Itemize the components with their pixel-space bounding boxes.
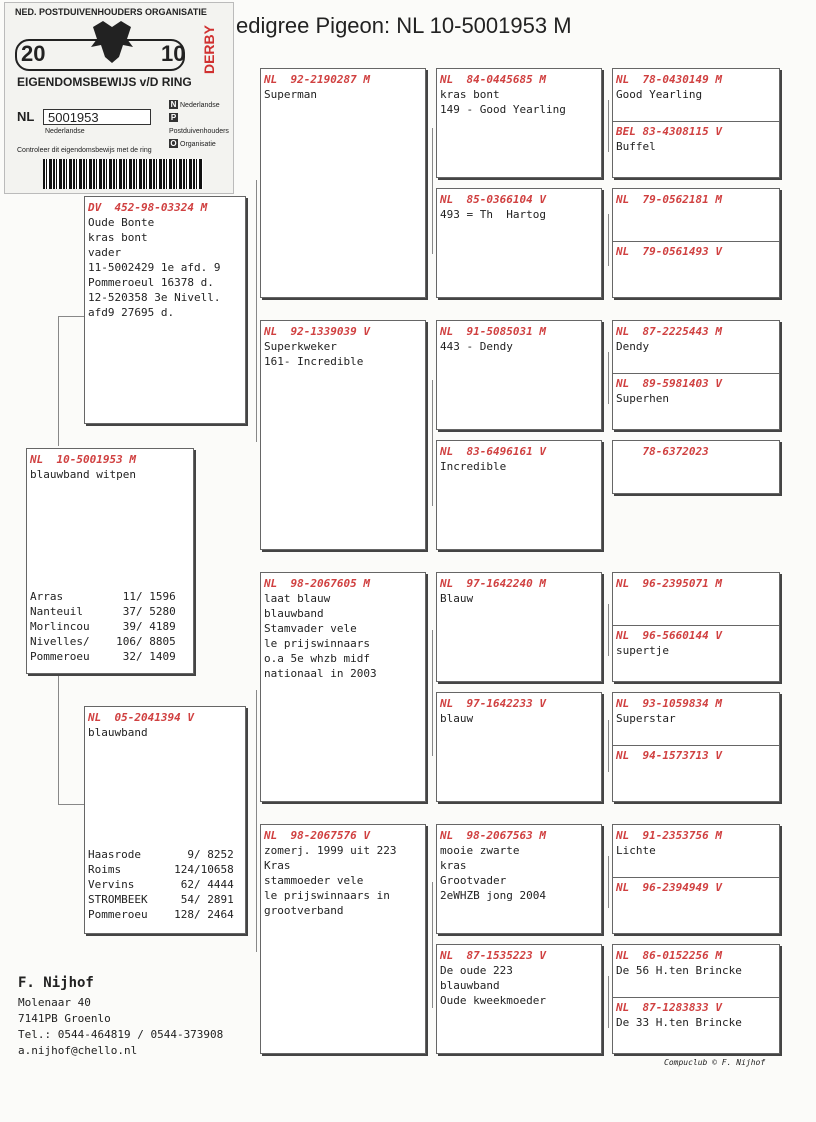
info-line: Buffel (616, 140, 656, 153)
connector-line (58, 316, 59, 446)
info-line: De oude 223 (440, 964, 513, 977)
gen4-pair-card (612, 944, 780, 1054)
ring-number: NL 86-0152256 M (616, 949, 722, 962)
connector-line (608, 856, 609, 908)
ring-number: 78-6372023 (616, 445, 709, 458)
ring-number: NL 93-1059834 M (616, 697, 722, 710)
owner-phone: Tel.: 0544-464819 / 0544-373908 (18, 1028, 224, 1041)
info-line: Grootvader (440, 874, 507, 887)
ring-number: NL 87-1535223 V (440, 949, 546, 962)
race-result: Vervins 62/ 4444 (88, 878, 234, 891)
connector-line (58, 316, 86, 317)
gen4-pair-card (612, 692, 780, 802)
connector-line (58, 676, 59, 804)
great-grandparent-card (436, 944, 602, 1054)
info-line: Stamvader vele (264, 622, 357, 635)
divider (613, 745, 779, 746)
certificate-country-code: NL (17, 109, 35, 124)
ring-number: NL 87-2225443 M (616, 325, 722, 338)
race-result: Arras 11/ 1596 (30, 590, 176, 603)
great-grandparent-card (436, 572, 602, 682)
connector-line (256, 180, 257, 442)
info-line: De 33 H.ten Brincke (616, 1016, 742, 1029)
ring-number: NL 98-2067576 V (264, 829, 370, 842)
info-line: le prijswinnaars in (264, 889, 390, 902)
connector-line (432, 630, 433, 756)
ring-number: NL 84-0445685 M (440, 73, 546, 86)
letter-mark: O (170, 139, 177, 148)
ring-number: NL 98-2067605 M (264, 577, 370, 590)
certificate-ring-number: 5001953 (43, 109, 151, 125)
ring-number: NL 92-2190287 M (264, 73, 370, 86)
connector-line (58, 804, 86, 805)
gen4-pair-card (612, 188, 780, 298)
info-line: Pommeroeul 16378 d. (88, 276, 214, 289)
info-line: Dendy (616, 340, 650, 353)
letter-label: Postduivenhouders (169, 128, 229, 135)
ring-number: NL 91-5085031 M (440, 325, 546, 338)
connector-line (256, 690, 257, 952)
ring-number: NL 97-1642233 V (440, 697, 546, 710)
info-line: 11-5002429 1e afd. 9 (88, 261, 221, 274)
great-grandparent-card (436, 440, 602, 550)
letter-label: Nederlandse (180, 102, 220, 109)
race-result: STROMBEEK 54/ 2891 (88, 893, 234, 906)
ring-number: NL 94-1573713 V (616, 749, 722, 762)
race-result: Roims 124/10658 (88, 863, 234, 876)
grandparent-card (260, 320, 426, 550)
owner-address: Molenaar 40 (18, 996, 91, 1009)
info-line: Incredible (440, 460, 507, 473)
connector-line (608, 604, 609, 656)
ring-number: NL 78-0430149 M (616, 73, 722, 86)
ring-number: NL 96-5660144 V (616, 629, 722, 642)
great-grandparent-card (436, 188, 602, 298)
father-card (84, 196, 246, 424)
page-title: edigree Pigeon: NL 10-5001953 M (236, 13, 572, 38)
ring-number: NL 91-2353756 M (616, 829, 722, 842)
info-line: kras bont (440, 88, 500, 101)
certificate-heading: EIGENDOMSBEWIJS v/D RING (17, 75, 192, 89)
info-line: laat blauw (264, 592, 331, 605)
divider (613, 877, 779, 878)
gen4-pair-card (612, 824, 780, 934)
info-line: blauwband (440, 979, 500, 992)
gen4-pair-card (612, 572, 780, 682)
info-line: Good Yearling (616, 88, 703, 101)
ring-number: NL 79-0561493 V (616, 245, 722, 258)
ring-number: NL 85-0366104 V (440, 193, 546, 206)
info-line: Superhen (616, 392, 669, 405)
race-result: Nanteuil 37/ 5280 (30, 605, 176, 618)
divider (613, 241, 779, 242)
info-line: 493 = Th Hartog (440, 208, 546, 221)
info-line: Blauw (440, 592, 474, 605)
grandparent-card (260, 824, 426, 1054)
info-line: 161- Incredible (264, 355, 364, 368)
letter-mark: N (170, 100, 177, 109)
info-line: kras bont (88, 231, 148, 244)
info-line: 12-520358 3e Nivell. (88, 291, 221, 304)
info-line: vader (88, 246, 122, 259)
connector-line (608, 352, 609, 404)
ring-number: NL 10-5001953 M (30, 453, 136, 466)
lion-emblem-icon (83, 17, 141, 67)
ring-number: NL 96-2394949 V (616, 881, 722, 894)
certificate-year-left: 20 (21, 41, 46, 66)
divider (613, 625, 779, 626)
ring-number: NL 98-2067563 M (440, 829, 546, 842)
info-line: grootverband (264, 904, 344, 917)
subject-pigeon-card (26, 448, 194, 674)
race-result: Pommeroeu 128/ 2464 (88, 908, 234, 921)
divider (613, 997, 779, 998)
gen4-pair-card (612, 320, 780, 430)
grandparent-card (260, 572, 426, 802)
race-result: Nivelles/ 106/ 8805 (30, 635, 176, 648)
divider (613, 373, 779, 374)
ring-number: NL 05-2041394 V (88, 711, 194, 724)
ring-number: DV 452-98-03324 M (88, 201, 208, 214)
info-line: blauw (440, 712, 474, 725)
info-line: nationaal in 2003 (264, 667, 377, 680)
race-result: Pommeroeu 32/ 1409 (30, 650, 176, 663)
connector-line (608, 720, 609, 772)
info-line: o.a 5e whzb midf (264, 652, 370, 665)
certificate-country: Nederlandse (45, 128, 85, 135)
connector-line (432, 380, 433, 506)
info-line: Oude Bonte (88, 216, 155, 229)
info-line: blauwband (264, 607, 324, 620)
ring-number: NL 79-0562181 M (616, 193, 722, 206)
ring-number: NL 96-2395071 M (616, 577, 722, 590)
info-line: zomerj. 1999 uit 223 (264, 844, 397, 857)
mother-card (84, 706, 246, 934)
gen4-pair-card (612, 68, 780, 178)
ring-number: NL 87-1283833 V (616, 1001, 722, 1014)
info-line: stammoeder vele (264, 874, 364, 887)
barcode-icon (43, 159, 203, 189)
info-line: Lichte (616, 844, 656, 857)
info-line: afd9 27695 d. (88, 306, 175, 319)
great-grandparent-card (436, 824, 602, 934)
certificate-letters (169, 99, 233, 151)
info-line: blauwband (88, 726, 148, 739)
ring-certificate (4, 2, 234, 194)
great-grandparent-card (436, 692, 602, 802)
info-line: Superstar (616, 712, 676, 725)
connector-line (432, 128, 433, 254)
certificate-derby: DERBY (201, 25, 217, 75)
info-line: le prijswinnaars (264, 637, 370, 650)
info-line: supertje (616, 644, 669, 657)
great-grandparent-card (436, 320, 602, 430)
gen4-single-card (612, 440, 780, 494)
ring-number: NL 97-1642240 M (440, 577, 546, 590)
owner-city: 7141PB Groenlo (18, 1012, 111, 1025)
ring-number: BEL 83-4308115 V (616, 125, 722, 138)
race-result: Morlincou 39/ 4189 (30, 620, 176, 633)
owner-name: F. Nijhof (18, 975, 94, 991)
grandparent-card (260, 68, 426, 298)
divider (613, 121, 779, 122)
info-line: mooie zwarte (440, 844, 520, 857)
certificate-year-right: 10 (161, 41, 186, 66)
connector-line (608, 214, 609, 266)
ring-number: NL 89-5981403 V (616, 377, 722, 390)
connector-line (432, 882, 433, 1008)
info-line: 149 - Good Yearling (440, 103, 566, 116)
info-line: 2eWHZB jong 2004 (440, 889, 546, 902)
copyright: Compuclub © F. Nijhof (664, 1058, 766, 1067)
info-line: Oude kweekmoeder (440, 994, 546, 1007)
certificate-org: NED. POSTDUIVENHOUDERS ORGANISATIE (15, 7, 207, 17)
info-line: kras (440, 859, 467, 872)
info-line: De 56 H.ten Brincke (616, 964, 742, 977)
info-line: 443 - Dendy (440, 340, 513, 353)
info-line: Superman (264, 88, 317, 101)
connector-line (608, 976, 609, 1028)
letter-label: Organisatie (180, 141, 216, 148)
ring-number: NL 83-6496161 V (440, 445, 546, 458)
certificate-note: Controleer dit eigendomsbewijs met de ring (17, 147, 152, 154)
owner-email: a.nijhof@chello.nl (18, 1044, 138, 1057)
great-grandparent-card (436, 68, 602, 178)
info-line: blauwband witpen (30, 468, 136, 481)
letter-mark: P (170, 113, 177, 122)
race-result: Haasrode 9/ 8252 (88, 848, 234, 861)
info-line: Kras (264, 859, 291, 872)
info-line: Superkweker (264, 340, 337, 353)
ring-number: NL 92-1339039 V (264, 325, 370, 338)
connector-line (608, 100, 609, 152)
